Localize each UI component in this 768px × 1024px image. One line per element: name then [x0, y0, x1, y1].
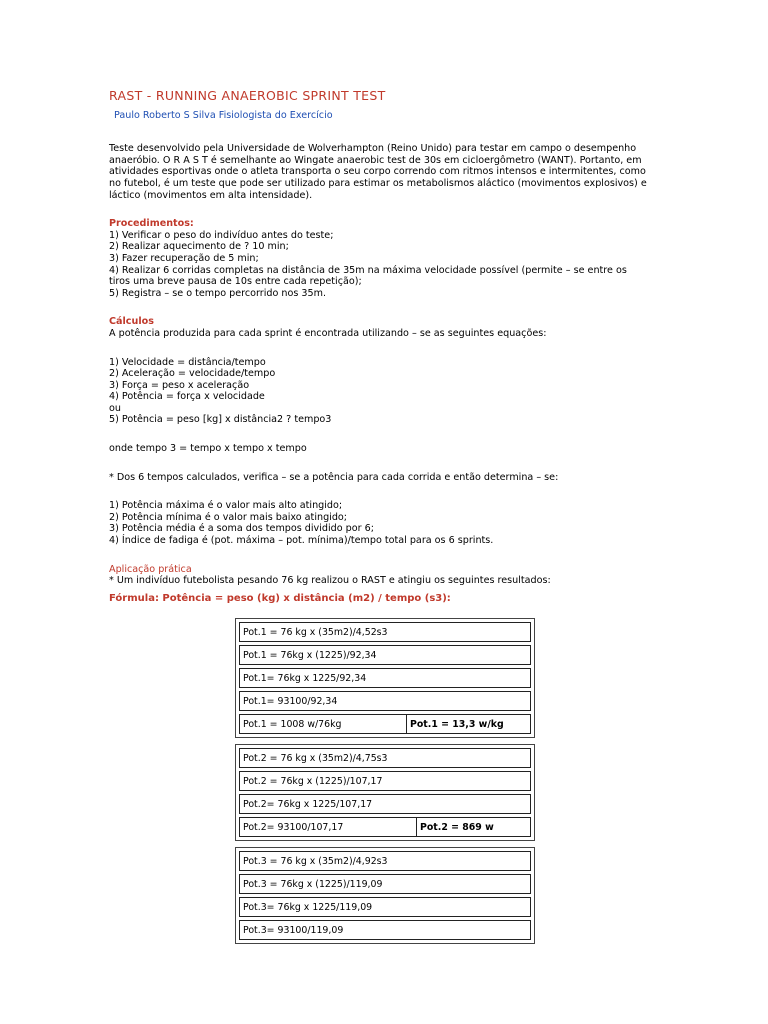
intro-line: anaeróbio. O R A S T é semelhante ao Wingate anaerobic test de 30s em cicloergômetro (WANT). Portanto, em	[109, 154, 642, 166]
calculos-section	[109, 316, 669, 546]
intro-line: atividades esportivas onde o atleta transporta o seu corpo correndo com ritmos intensos e intermitentes, como	[109, 166, 646, 178]
document-page	[109, 90, 669, 950]
equation-item: 1) Velocidade = distância/tempo	[109, 356, 266, 368]
procedure-item: tiros uma breve pausa de 10s entre cada repetição);	[109, 276, 362, 288]
calc-cell: Pot.3= 93100/119,09	[239, 920, 531, 940]
intro-paragraph	[109, 143, 669, 201]
procedure-item: 1) Verificar o peso do indivíduo antes do teste;	[109, 229, 334, 241]
calc-cell: Pot.2= 93100/107,17	[240, 818, 417, 836]
document-title: RAST - RUNNING ANAEROBIC SPRINT TEST	[109, 88, 386, 103]
aplicacao-section	[109, 564, 669, 587]
calc-cell: Pot.2 = 76kg x (1225)/107,17	[239, 771, 531, 791]
calc-table-2	[235, 744, 535, 841]
calc-cell: Pot.1 = 76 kg x (35m2)/4,52s3	[239, 622, 531, 642]
calc-cell: Pot.2 = 76 kg x (35m2)/4,75s3	[239, 748, 531, 768]
procedimentos-section	[109, 218, 669, 299]
result-item: 2) Potência mínima é o valor mais baixo atingido;	[109, 511, 348, 523]
result-item: 4) Índice de fadiga é (pot. máxima – pot. mínima)/tempo total para os 6 sprints.	[109, 535, 494, 547]
aplicacao-text: * Um indivíduo futebolista pesando 76 kg realizou o RAST e atingiu os seguintes resultados:	[109, 575, 551, 587]
procedure-item: 2) Realizar aquecimento de ? 10 min;	[109, 241, 289, 253]
calculos-heading: Cálculos	[109, 316, 154, 328]
intro-line: Teste desenvolvido pela Universidade de Wolverhampton (Reino Unido) para testar em campo o desempenho	[109, 143, 637, 155]
calc-cell: Pot.3 = 76kg x (1225)/119,09	[239, 874, 531, 894]
calculos-intro: A potência produzida para cada sprint é encontrada utilizando – se as seguintes equações:	[109, 327, 547, 339]
calc-result-cell: Pot.2 = 869 w	[420, 821, 494, 833]
procedure-item: 4) Realizar 6 corridas completas na distância de 35m na máxima velocidade possível (permite – se entre os	[109, 264, 627, 276]
procedimentos-heading: Procedimentos:	[109, 218, 194, 230]
calc-split-row	[239, 817, 531, 837]
result-item: 1) Potência máxima é o valor mais alto atingido;	[109, 500, 343, 512]
equation-item: ou	[109, 402, 121, 414]
calc-cell: Pot.1= 93100/92,34	[239, 691, 531, 711]
intro-line: no futebol, é um teste que pode ser utilizado para estimar os metabolismos aláctico (movimentos explosivos) e	[109, 177, 647, 189]
calc-cell: Pot.1= 76kg x 1225/92,34	[239, 668, 531, 688]
calc-cell: Pot.2= 76kg x 1225/107,17	[239, 794, 531, 814]
procedure-item: 5) Registra – se o tempo percorrido nos 35m.	[109, 287, 327, 299]
calc-table-1	[235, 618, 535, 738]
author-line: Paulo Roberto S Silva Fisiologista do Exercício	[114, 109, 333, 121]
calc-cell: Pot.3 = 76 kg x (35m2)/4,92s3	[239, 851, 531, 871]
equation-item: 3) Força = peso x aceleração	[109, 379, 250, 391]
procedure-item: 3) Fazer recuperação de 5 min;	[109, 252, 259, 264]
intro-line: láctico (movimentos em alta intensidade).	[109, 189, 313, 201]
equation-item: 5) Potência = peso [kg] x distância2 ? tempo3	[109, 414, 332, 426]
verifica-note: * Dos 6 tempos calculados, verifica – se a potência para cada corrida e então determina – se:	[109, 471, 559, 483]
result-item: 3) Potência média é a soma dos tempos dividido por 6;	[109, 523, 374, 535]
aplicacao-heading: Aplicação prática	[109, 563, 192, 575]
calc-table-3	[235, 847, 535, 944]
calc-result-cell: Pot.1 = 13,3 w/kg	[410, 718, 504, 730]
calc-cell: Pot.1 = 1008 w/76kg	[240, 715, 407, 733]
equation-item: 2) Aceleração = velocidade/tempo	[109, 368, 276, 380]
tempo-note: onde tempo 3 = tempo x tempo x tempo	[109, 443, 307, 455]
formula-line: Fórmula: Potência = peso (kg) x distância (m2) / tempo (s3):	[109, 592, 451, 604]
equation-item: 4) Potência = força x velocidade	[109, 391, 265, 403]
calc-split-row	[239, 714, 531, 734]
calc-cell: Pot.1 = 76kg x (1225)/92,34	[239, 645, 531, 665]
calc-cell: Pot.3= 76kg x 1225/119,09	[239, 897, 531, 917]
